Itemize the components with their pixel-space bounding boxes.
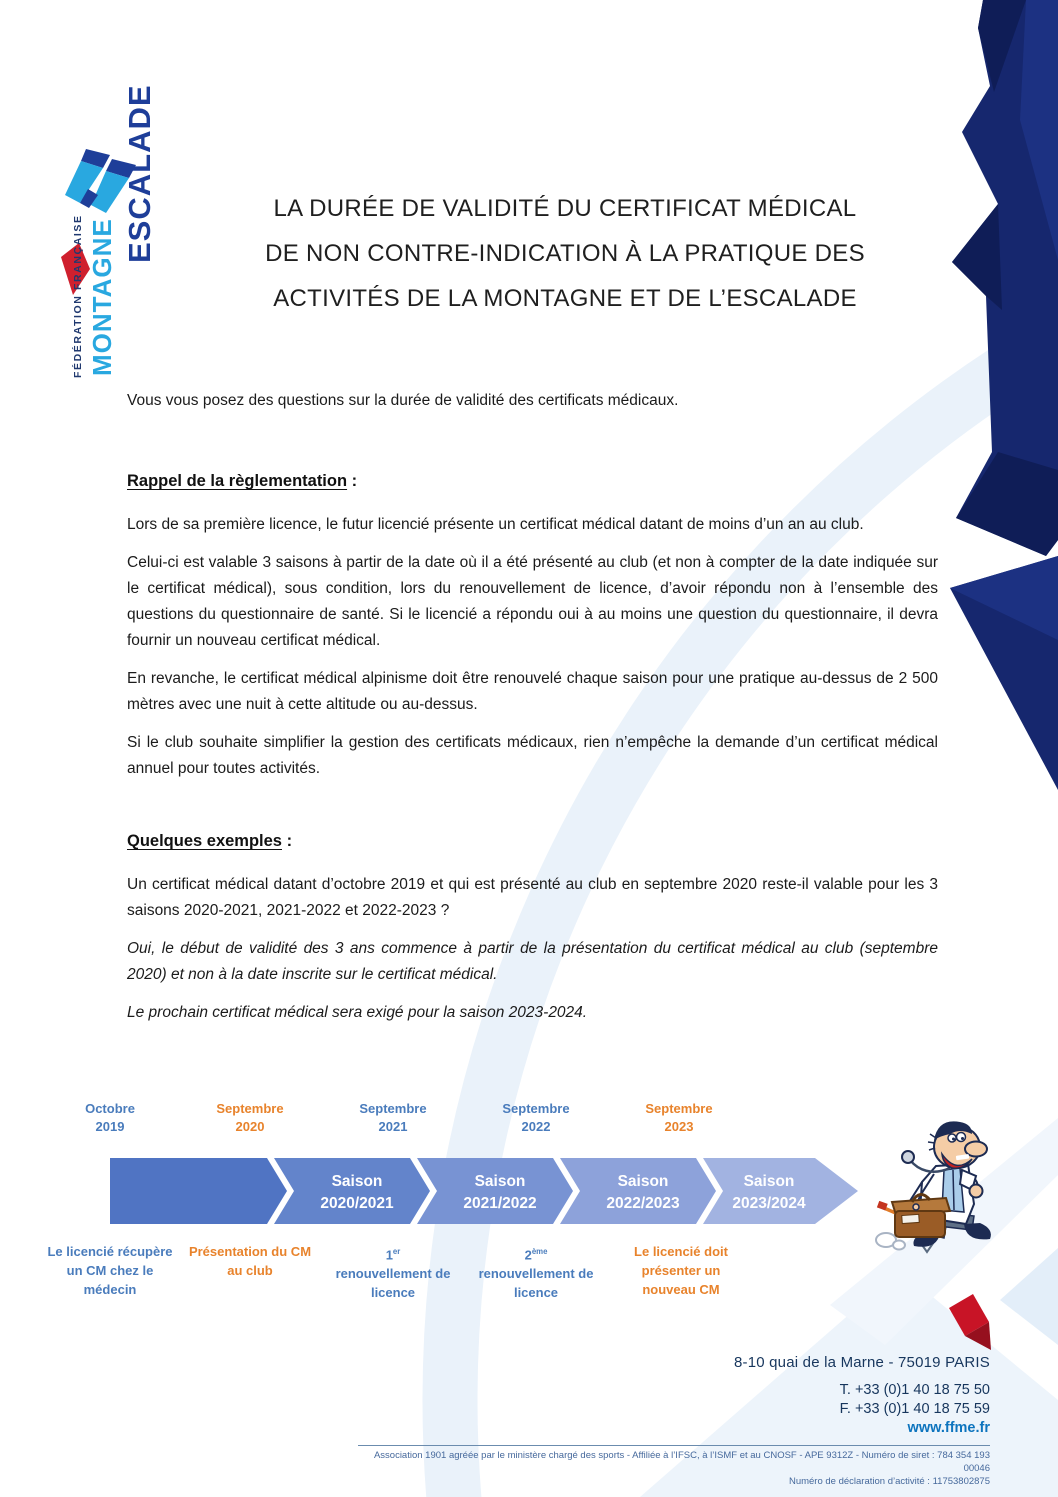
paragraph-exemple-reponse: Oui, le début de validité des 3 ans commence à partir de la présentation du certificat médical au club (septembre 2020) et non à la date inscrite sur le certificat médical. bbox=[127, 940, 938, 983]
section-heading-exemples bbox=[127, 828, 938, 854]
corner-navy-shape bbox=[928, 0, 1058, 800]
season-2022-2023-label: Saison bbox=[617, 1173, 669, 1190]
ffme-red-diamond bbox=[945, 1292, 997, 1356]
svg-text:2022/2023: 2022/2023 bbox=[606, 1195, 680, 1212]
footer-address: 8-10 quai de la Marne - 75019 PARIS bbox=[733, 1354, 990, 1371]
paragraph-alpinisme: En revanche, le certificat médical alpinisme doit être renouvelé chaque saison pour une pratique au-dessus de 2 500 mètres avec une nuit à cette altitude ou au-dessus. bbox=[127, 670, 938, 713]
footer-website: www.ffme.fr bbox=[907, 1420, 990, 1436]
heading-colon: : bbox=[282, 832, 293, 850]
timeline-caption-recupere-cm: Le licencié récupère un CM chez le médecin bbox=[47, 1244, 173, 1297]
footer-fax: F. +33 (0)1 40 18 75 59 bbox=[839, 1401, 990, 1417]
heading-text: Rappel de la règlementation bbox=[127, 472, 348, 490]
timeline-caption-nouveau-cm: Le licencié doit présenter un nouveau CM bbox=[634, 1244, 728, 1297]
running-doctor-cartoon bbox=[872, 1112, 1002, 1262]
title-line-1: LA DURÉE DE VALIDITÉ DU CERTIFICAT MÉDICAL bbox=[273, 195, 857, 222]
timeline-caption-presentation-cm: Présentation du CM au club bbox=[188, 1244, 312, 1278]
heading-text: Quelques exemples bbox=[127, 832, 282, 850]
paragraph-premiere-licence: Lors de sa première licence, le futur licencié présente un certificat médical datant de moins d’un an au club. bbox=[127, 516, 864, 533]
footer bbox=[358, 1354, 990, 1488]
document-body bbox=[127, 388, 938, 1026]
timeline-date-sep-2023: Septembre 2023 bbox=[645, 1101, 713, 1134]
svg-text:2023/2024: 2023/2024 bbox=[732, 1195, 806, 1212]
svg-text:2020/2021: 2020/2021 bbox=[320, 1195, 394, 1212]
svg-text:2021/2022: 2021/2022 bbox=[463, 1195, 537, 1212]
footer-legal-line-1: Association 1901 agréée par le ministère chargé des sports - Affiliée à l’IFSC, à l’ISMF et au CNOSF - APE 9312Z - Numéro de siret : 784 354 193 00046 bbox=[373, 1450, 990, 1474]
logo-federation-text: FÉDÉRATION FRANÇAISE bbox=[72, 214, 84, 378]
paragraph-prochain-certificat: Le prochain certificat médical sera exigé pour la saison 2023-2024. bbox=[127, 1004, 588, 1021]
footer-divider bbox=[358, 1445, 990, 1446]
logo-montagne-text: MONTAGNE bbox=[87, 218, 117, 376]
timeline-caption-2eme-renouvellement: 2ème renouvellement de licence bbox=[478, 1247, 594, 1301]
season-2020-2021-label: Saison bbox=[331, 1173, 383, 1190]
intro-paragraph: Vous vous posez des questions sur la durée de validité des certificats médicaux. bbox=[127, 392, 679, 409]
section-heading-reglementation bbox=[127, 468, 938, 494]
paragraph-simplification: Si le club souhaite simplifier la gestion des certificats médicaux, rien n’empêche la demande d’un certificat médical annuel pour toutes activités. bbox=[127, 734, 938, 777]
season-2023-2024-label: Saison bbox=[743, 1173, 795, 1190]
paragraph-exemple-question: Un certificat médical datant d’octobre 2019 et qui est présenté au club en septembre 2020 reste-il valable pour les 3 saisons 2020-2021, 2021-2022 et 2022-2023 ? bbox=[127, 876, 938, 919]
timeline-date-sep-2021: Septembre 2021 bbox=[359, 1101, 427, 1134]
page-title bbox=[140, 186, 990, 321]
footer-phone: T. +33 (0)1 40 18 75 50 bbox=[839, 1382, 990, 1398]
title-line-2: DE NON CONTRE-INDICATION À LA PRATIQUE DES bbox=[265, 240, 865, 267]
timeline-date-sep-2020: Septembre 2020 bbox=[216, 1101, 284, 1134]
season-2021-2022-label: Saison bbox=[474, 1173, 526, 1190]
heading-colon: : bbox=[347, 472, 358, 490]
timeline-caption-1er-renouvellement: 1er renouvellement de licence bbox=[335, 1247, 451, 1301]
logo-escalade-text: ESCALADE bbox=[122, 84, 157, 263]
timeline-date-sep-2022: Septembre 2022 bbox=[502, 1101, 570, 1134]
timeline-date-oct-2019: Octobre 2019 bbox=[85, 1101, 135, 1134]
title-line-3: ACTIVITÉS DE LA MONTAGNE ET DE L’ESCALADE bbox=[273, 285, 857, 312]
footer-legal-line-2: Numéro de déclaration d’activité : 11753802875 bbox=[788, 1476, 990, 1487]
paragraph-validite-3-saisons: Celui-ci est valable 3 saisons à partir de la date où il a été présenté au club (et non à compter de la date indiquée sur le certificat médical), sous condition, lors du renouvellement de licence, d’avoir répondu non à l’ensemble des questions du questionnaire de santé. Si le licencié a répondu oui à au moins une question du questionnaire, il devra fournir un nouveau certificat médical. bbox=[127, 554, 938, 649]
